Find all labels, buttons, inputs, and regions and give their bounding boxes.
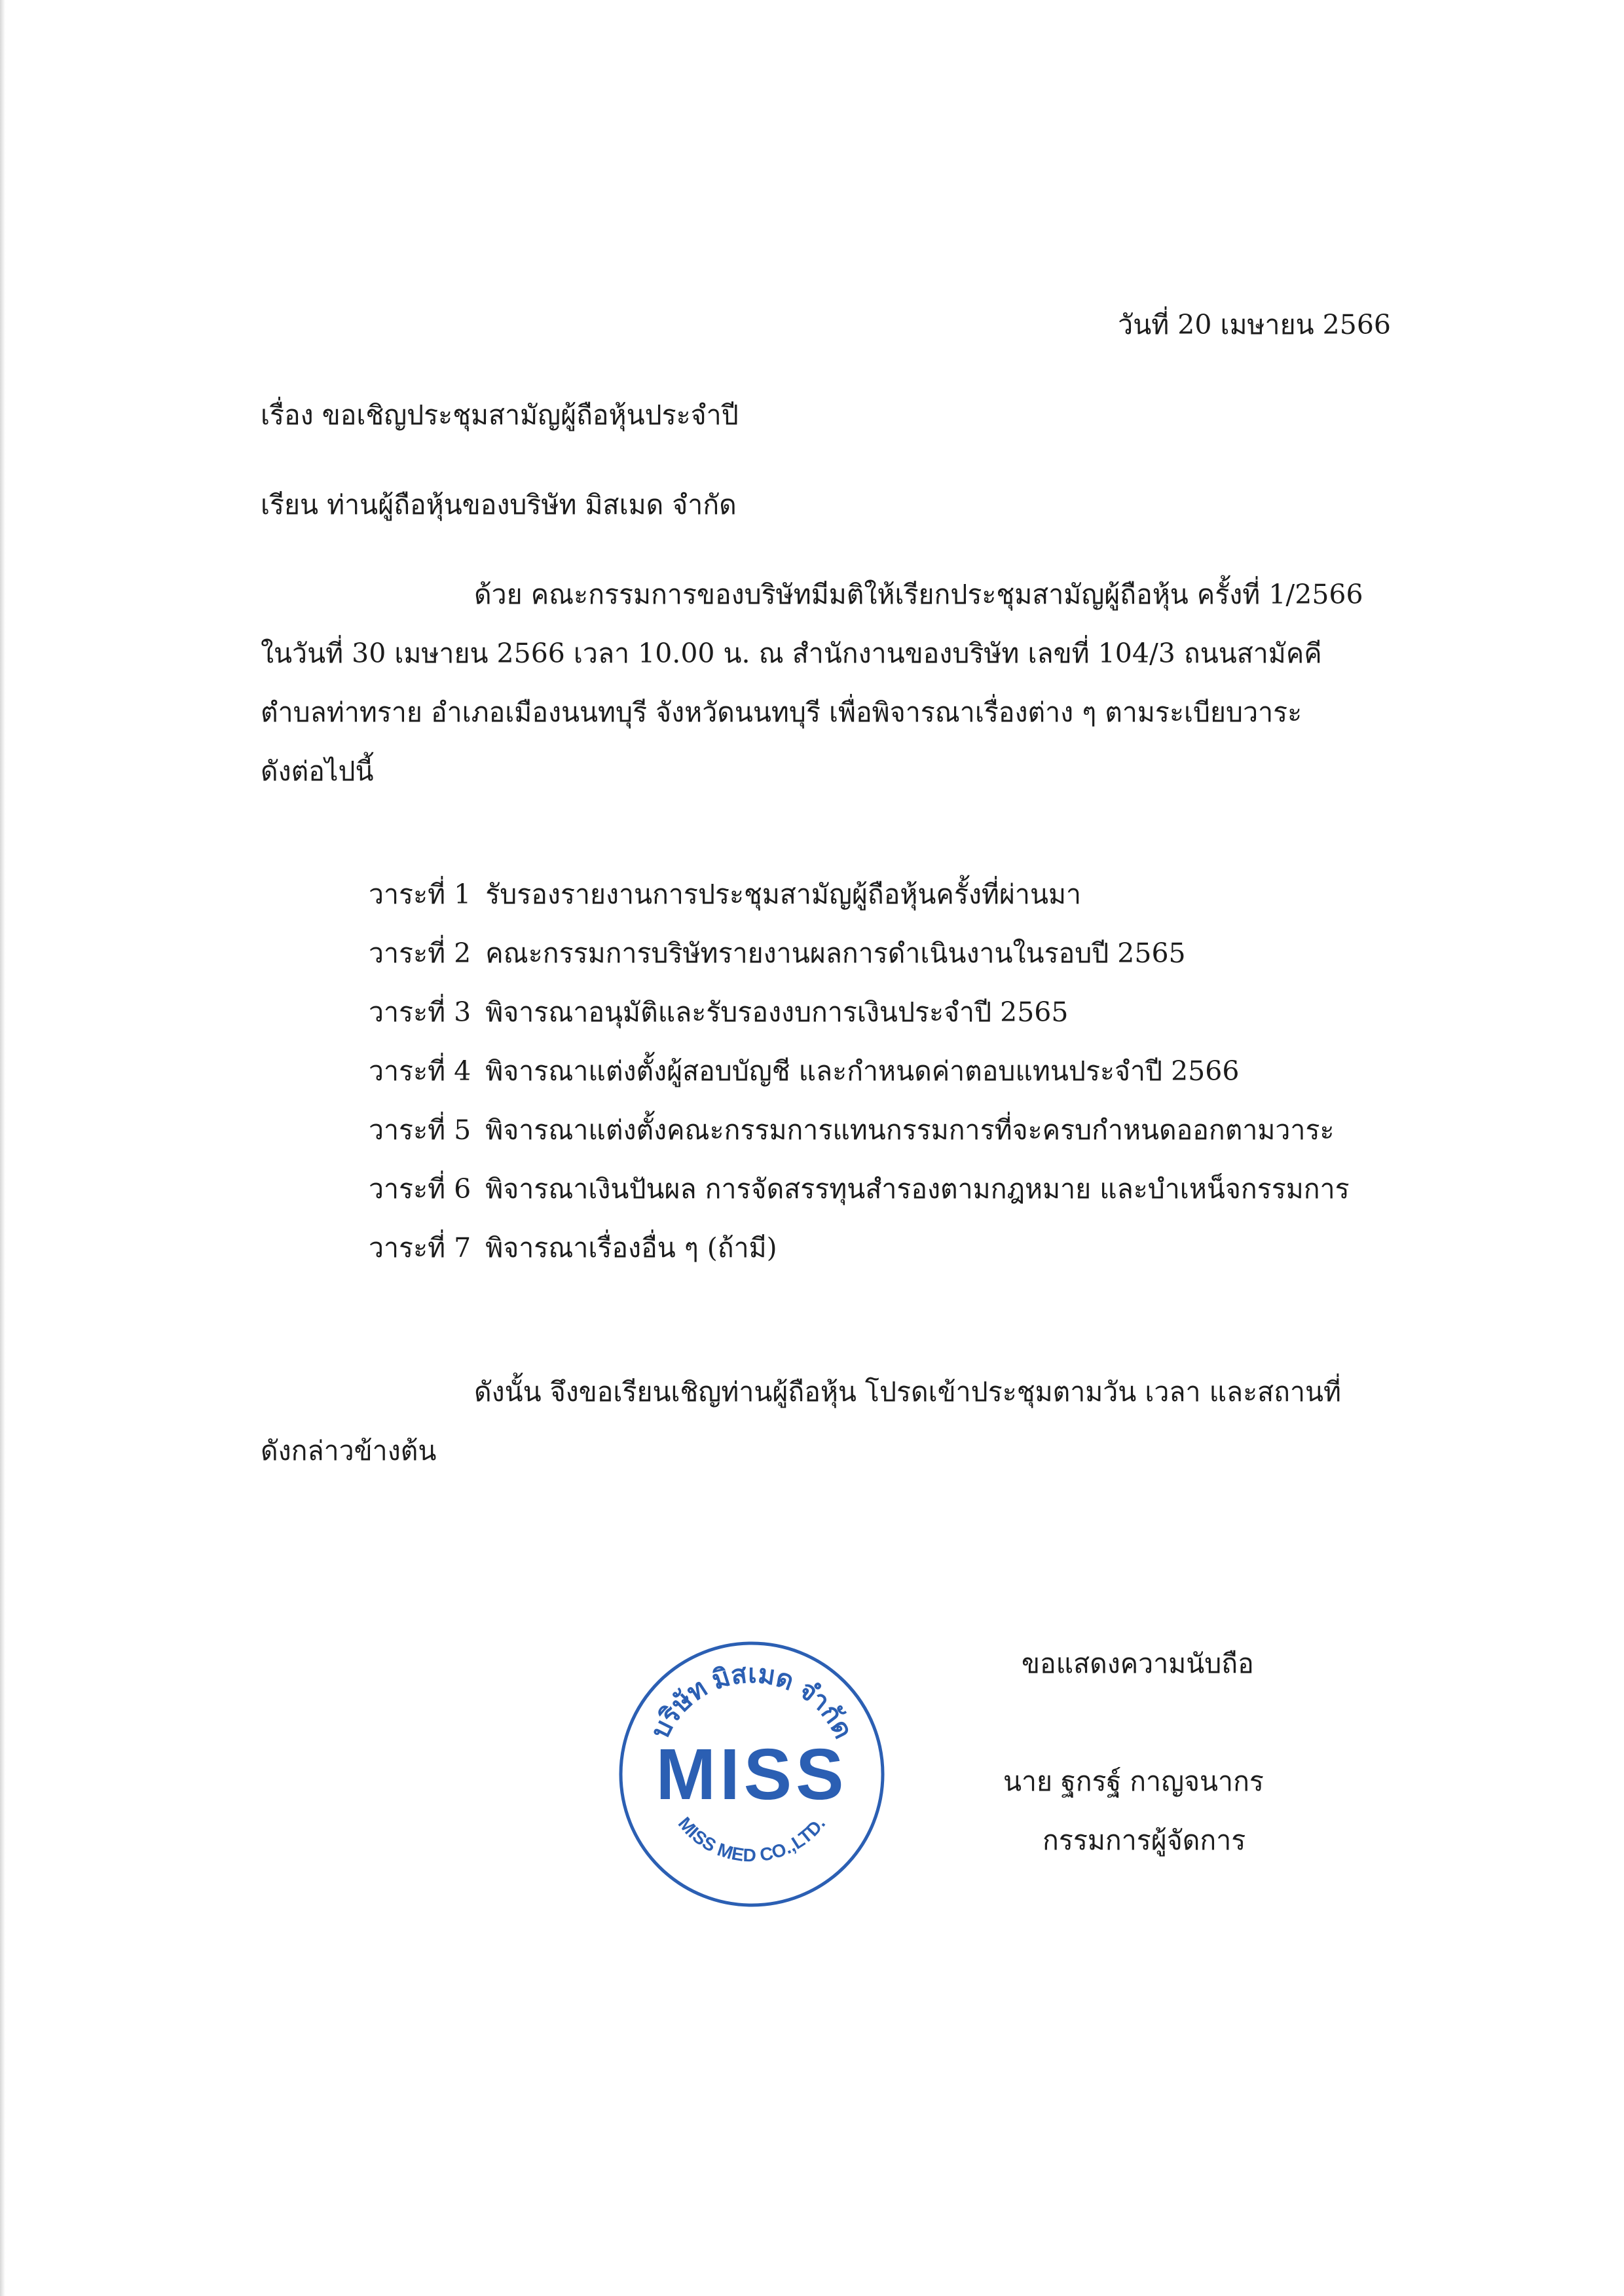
agenda-text: รับรองรายงานการประชุมสามัญผู้ถือหุ้นครั้งที่ผ่านมา	[485, 879, 1082, 910]
letter-salutation: เรียน ท่านผู้ถือหุ้นของบริษัท มิสเมด จำกัด	[261, 489, 737, 520]
intro-line: ด้วย คณะกรรมการของบริษัทมีมติให้เรียกประชุมสามัญผู้ถือหุ้น ครั้งที่ 1/2566	[474, 579, 1363, 610]
agenda-item	[369, 1113, 1335, 1147]
agenda-item	[369, 1231, 777, 1265]
agenda-item	[369, 1054, 1239, 1088]
letter-date: วันที่ 20 เมษายน 2566	[1118, 309, 1391, 340]
agenda-text: พิจารณาเรื่องอื่น ๆ (ถ้ามี)	[485, 1232, 777, 1264]
agenda-text: พิจารณาแต่งตั้งคณะกรรมการแทนกรรมการที่จะครบกำหนดออกตามวาระ	[485, 1114, 1335, 1146]
agenda-text: พิจารณาแต่งตั้งผู้สอบบัญชี และกำหนดค่าตอบแทนประจำปี 2566	[485, 1055, 1240, 1087]
agenda-number: วาระที่ 1	[369, 879, 471, 910]
stamp-logo-text: MISS	[655, 1734, 848, 1815]
closing-line: ดังกล่าวข้างต้น	[261, 1435, 437, 1467]
agenda-number: วาระที่ 6	[369, 1173, 471, 1205]
agenda-text: พิจารณาอนุมัติและรับรองงบการเงินประจำปี 2565	[485, 996, 1069, 1028]
agenda-item	[369, 1172, 1350, 1206]
signer-name: นาย ฐกรฐ์ กาญจนากร	[1003, 1766, 1264, 1797]
intro-line: ในวันที่ 30 เมษายน 2566 เวลา 10.00 น. ณ สำนักงานของบริษัท เลขที่ 104/3 ถนนสามัคคี	[261, 638, 1322, 669]
agenda-number: วาระที่ 3	[369, 996, 471, 1028]
company-stamp	[614, 1637, 889, 1912]
intro-line: ตำบลท่าทราย อำเภอเมืองนนทบุรี จังหวัดนนทบุรี เพื่อพิจารณาเรื่องต่าง ๆ ตามระเบียบวาระ	[261, 697, 1302, 728]
closing-line: ดังนั้น จึงขอเรียนเชิญท่านผู้ถือหุ้น โปรดเข้าประชุมตามวัน เวลา และสถานที่	[474, 1376, 1342, 1408]
letter-subject: เรื่อง ขอเชิญประชุมสามัญผู้ถือหุ้นประจำปี	[261, 399, 739, 431]
scan-edge	[0, 0, 5, 2296]
stamp-bottom-text: MISS MED CO.,LTD.	[674, 1813, 830, 1866]
agenda-item	[369, 936, 1186, 970]
agenda-item	[369, 877, 1081, 911]
intro-line: ดังต่อไปนี้	[261, 756, 374, 787]
agenda-number: วาระที่ 5	[369, 1114, 471, 1146]
stamp-top-text: บริษัท มิสเมด จำกัด	[645, 1659, 858, 1743]
agenda-item	[369, 995, 1068, 1029]
agenda-number: วาระที่ 7	[369, 1232, 471, 1264]
agenda-text: คณะกรรมการบริษัทรายงานผลการดำเนินงานในรอบปี 2565	[485, 938, 1186, 969]
regards: ขอแสดงความนับถือ	[1022, 1648, 1254, 1679]
agenda-text: พิจารณาเงินปันผล การจัดสรรทุนสำรองตามกฎหมาย และบำเหน็จกรรมการ	[485, 1173, 1350, 1205]
signer-title: กรรมการผู้จัดการ	[1043, 1825, 1246, 1856]
agenda-number: วาระที่ 2	[369, 938, 471, 969]
agenda-number: วาระที่ 4	[369, 1055, 471, 1087]
